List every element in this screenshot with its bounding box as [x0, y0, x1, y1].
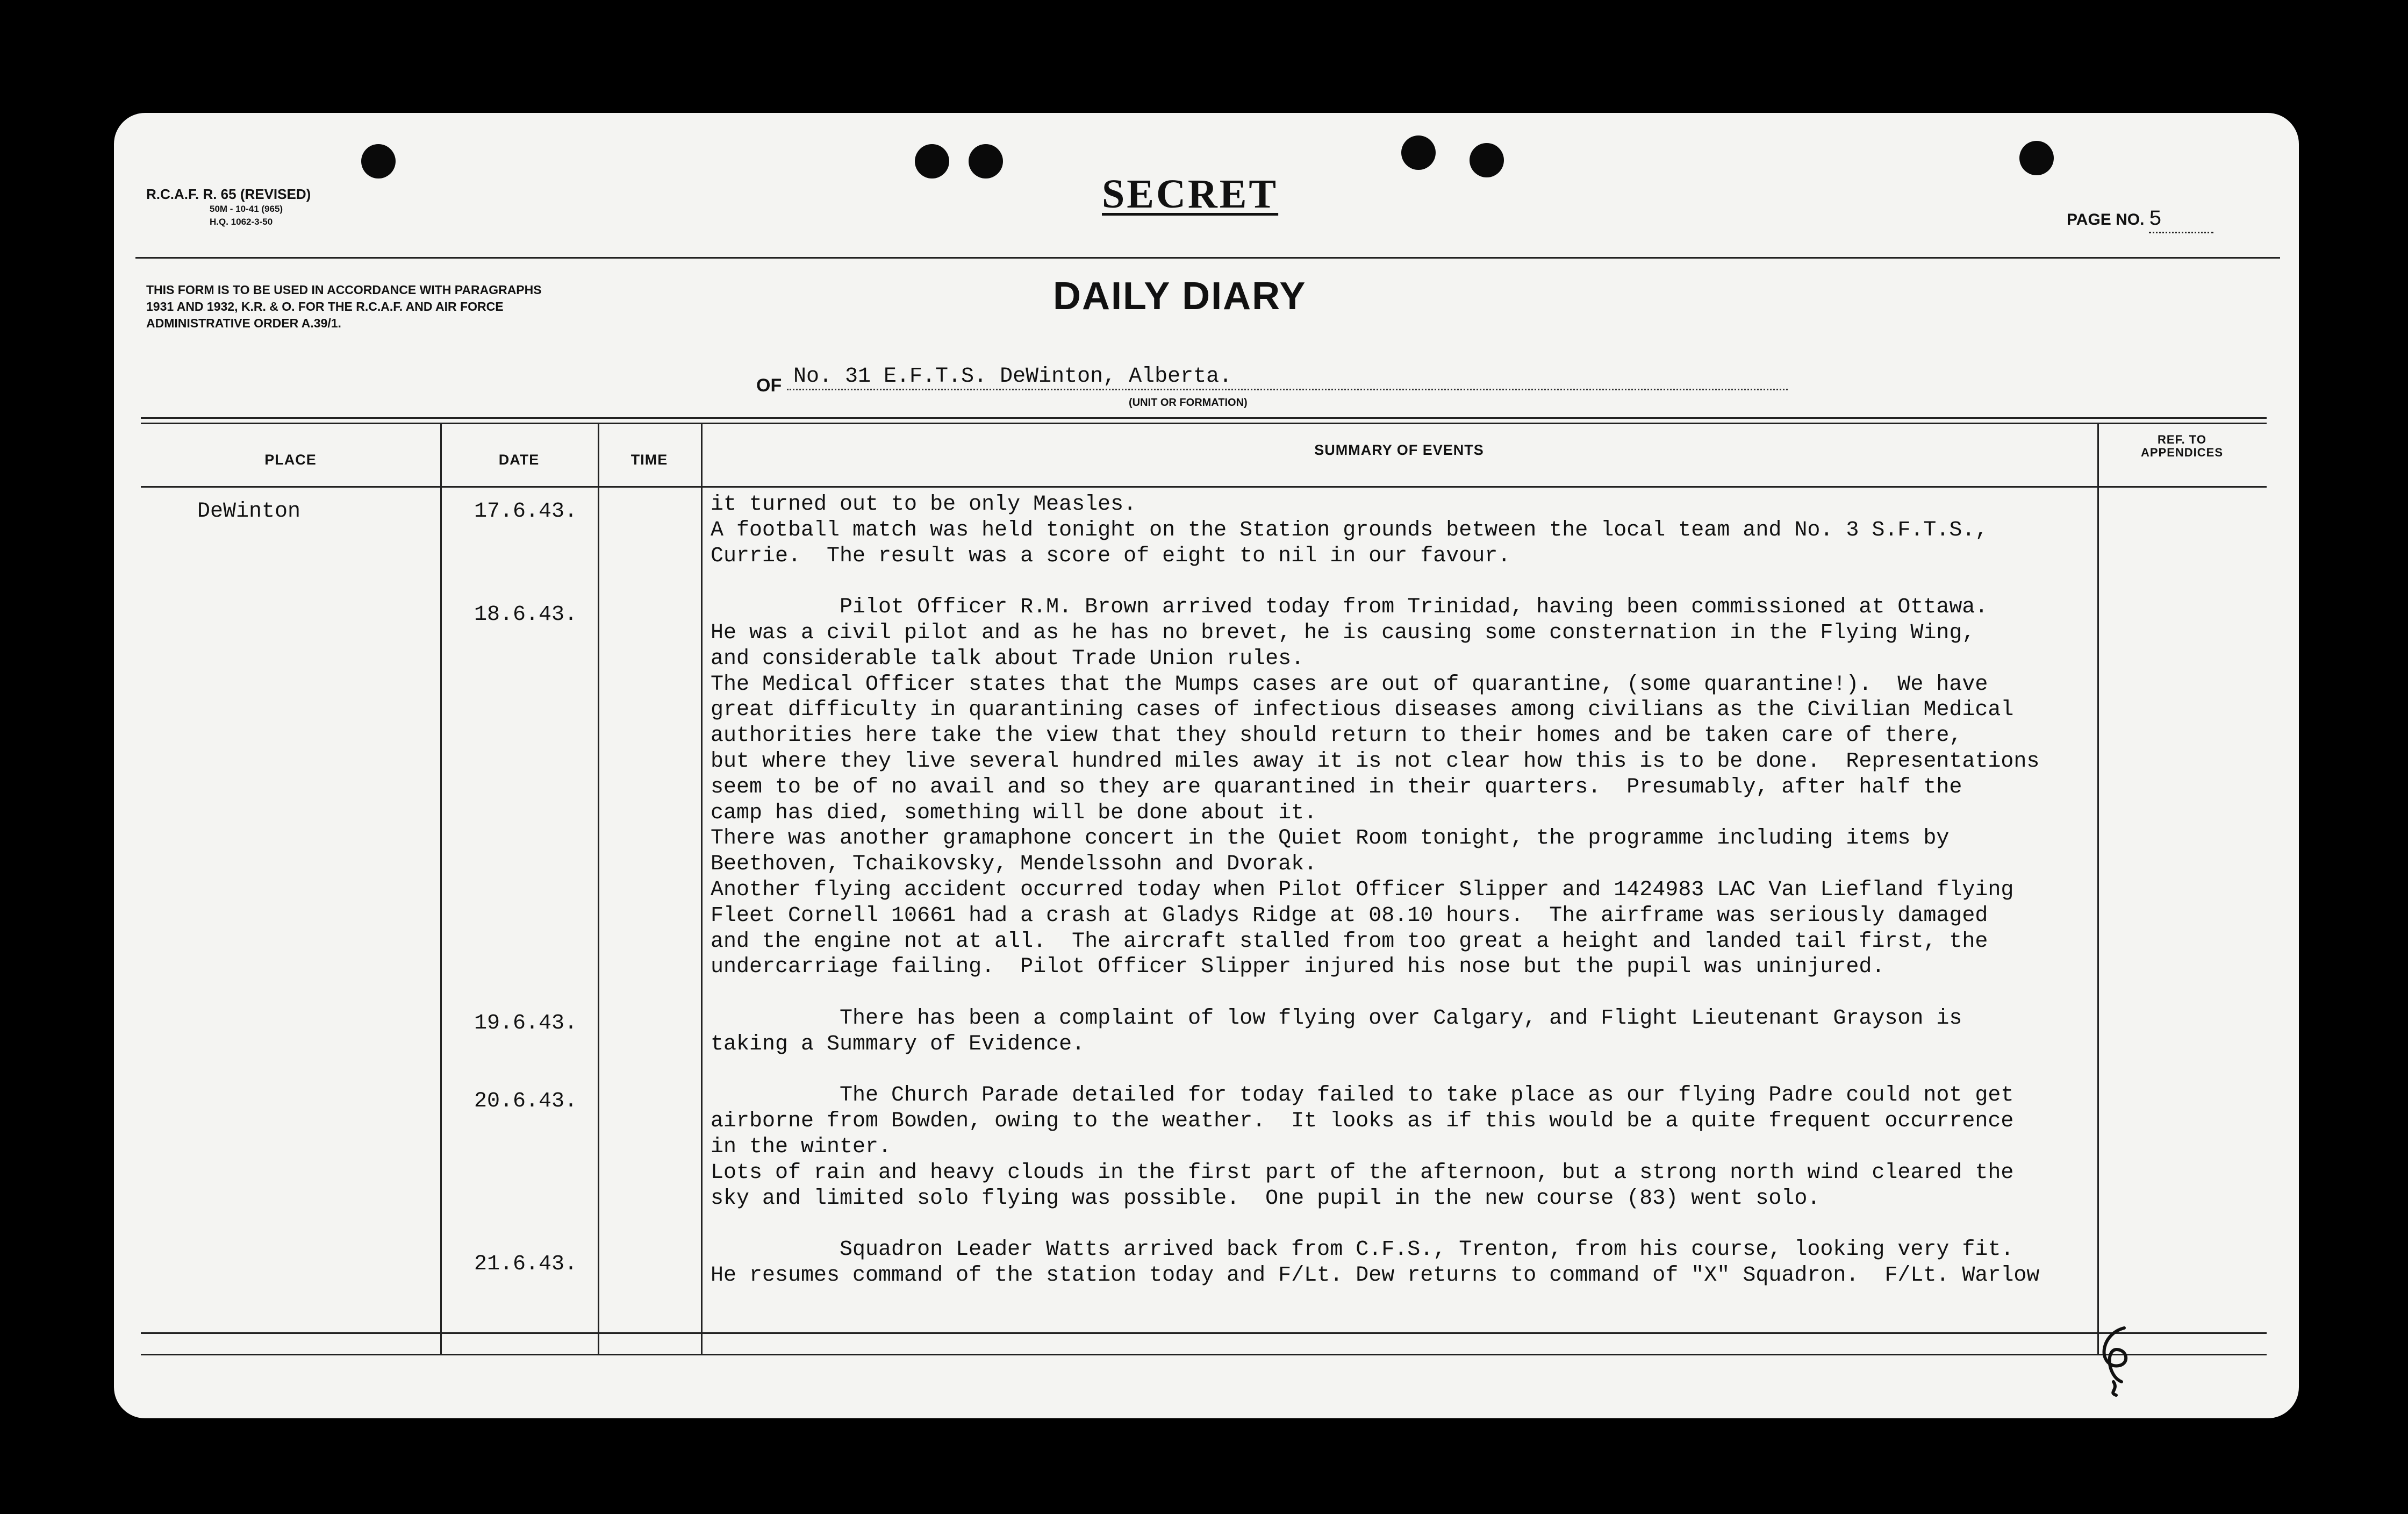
summary-line: Beethoven, Tchaikovsky, Mendelssohn and Dvorak. — [711, 852, 1317, 877]
summary-line — [711, 569, 2039, 595]
table-bottom-rule — [141, 1332, 2267, 1334]
column-divider — [701, 423, 703, 1354]
summary-line — [711, 1211, 2039, 1237]
appendices-header-line2: APPENDICES — [2140, 446, 2224, 459]
date-entry: 19.6.43. — [474, 1011, 578, 1035]
unit-of-label: OF — [756, 375, 782, 396]
table-top-rule — [141, 423, 2267, 424]
column-divider — [440, 423, 442, 1354]
form-print-code: 50M - 10-41 (965) — [210, 204, 283, 214]
punch-hole — [1470, 143, 1504, 177]
summary-line: The Church Parade detailed for today failed to take place as our flying Padre could not get — [711, 1083, 2014, 1108]
table-head-rule — [141, 486, 2267, 488]
date-entry: 17.6.43. — [474, 499, 578, 524]
punch-hole — [1401, 135, 1436, 170]
date-entry: 20.6.43. — [474, 1089, 578, 1113]
table-top-rule — [141, 417, 2267, 419]
date-entry: 21.6.43. — [474, 1252, 578, 1276]
summary-line: undercarriage failing. Pilot Officer Slipper injured his nose but the pupil was uninjured. — [711, 955, 1885, 980]
unit-name: No. 31 E.F.T.S. DeWinton, Alberta. — [787, 365, 1788, 390]
page-number-value: 5 — [2149, 208, 2213, 233]
summary-line — [711, 1058, 2039, 1083]
form-reference — [146, 185, 311, 228]
unit-caption: (UNIT OR FORMATION) — [1129, 397, 1248, 409]
diary-sheet — [114, 113, 2299, 1418]
handwritten-initials — [2092, 1317, 2140, 1398]
punch-hole — [915, 144, 949, 178]
summary-line: He resumes command of the station today and F/Lt. Dew returns to command of "X" Squadron. F/Lt. Warlow — [711, 1263, 2040, 1288]
summary-line: great difficulty in quarantining cases of infectious diseases among civilians as the Civilian Medical — [711, 698, 2014, 723]
summary-line — [711, 980, 2039, 1006]
appendices-header-line1: REF. TO — [2158, 433, 2206, 446]
page-number — [2067, 208, 2213, 233]
summary-line: Fleet Cornell 10661 had a crash at Gladys Ridge at 08.10 hours. The airframe was seriously damaged — [711, 903, 1988, 928]
summary-line: airborne from Bowden, owing to the weather. It looks as if this would be a quite frequent occurrence — [711, 1109, 2014, 1134]
date-entry: 18.6.43. — [474, 603, 578, 627]
summary-line: camp has died, something will be done about it. — [711, 801, 1317, 825]
summary-line: and the engine not at all. The aircraft stalled from too great a height and landed tail first, the — [711, 929, 1988, 954]
punch-hole — [969, 144, 1003, 178]
classification-label: SECRET — [1102, 172, 1279, 217]
summary-line: He was a civil pilot and as he has no brevet, he is causing some consternation in the Flying Wing, — [711, 620, 1975, 645]
summary-line: Lots of rain and heavy clouds in the first part of the afternoon, but a strong north wind cleared the — [711, 1160, 2014, 1185]
summary-line: There was another gramaphone concert in the Quiet Room tonight, the programme including items by — [711, 826, 1950, 851]
form-hq-code: H.Q. 1062-3-50 — [210, 217, 273, 227]
summary-line: sky and limited solo flying was possible. One pupil in the new course (83) went solo. — [711, 1186, 1821, 1211]
column-header-place: PLACE — [264, 452, 317, 468]
form-instructions: THIS FORM IS TO BE USED IN ACCORDANCE WITH PARAGRAPHS 1931 AND 1932, K.R. & O. FOR THE R.C.A.F. AND AIR FORCE ADMINISTRATIVE ORDER A.39/1. — [146, 283, 542, 330]
summary-line: authorities here take the view that they should return to their homes and be taken care of there, — [711, 724, 1962, 748]
summary-line: in the winter. — [711, 1134, 892, 1159]
header-divider — [135, 257, 2280, 259]
place-entry: DeWinton — [197, 499, 301, 524]
page-title: DAILY DIARY — [1053, 275, 1307, 318]
summary-line: Currie. The result was a score of eight to nil in our favour. — [711, 544, 1511, 568]
column-header-date: DATE — [498, 452, 540, 468]
column-header-summary: SUMMARY OF EVENTS — [1314, 442, 1484, 458]
summary-line: it turned out to be only Measles. — [711, 492, 1137, 517]
page-number-label: PAGE NO. — [2067, 211, 2145, 228]
punch-hole — [2019, 141, 2054, 175]
summary-line: seem to be of no avail and so they are quarantined in their quarters. Presumably, after half the — [711, 775, 1962, 799]
column-header-time: TIME — [630, 452, 668, 468]
summary-line: The Medical Officer states that the Mumps cases are out of quarantine, (some quarantine!). We have — [711, 672, 1988, 697]
summary-line: A football match was held tonight on the Station grounds between the local team and No. 3 S.F.T.S., — [711, 518, 1988, 542]
summary-of-events — [711, 492, 2039, 1289]
summary-line: and considerable talk about Trade Union rules. — [711, 646, 1305, 671]
summary-line: taking a Summary of Evidence. — [711, 1032, 1085, 1056]
table-bottom-rule — [141, 1354, 2267, 1355]
punch-hole — [361, 144, 396, 178]
summary-line: Another flying accident occurred today when Pilot Officer Slipper and 1424983 LAC Van Liefland flying — [711, 877, 2014, 902]
summary-line: Pilot Officer R.M. Brown arrived today from Trinidad, having been commissioned at Ottawa. — [711, 595, 1988, 620]
summary-line: Squadron Leader Watts arrived back from C.F.S., Trenton, from his course, looking very fit. — [711, 1238, 2014, 1262]
column-header-appendices — [2097, 433, 2267, 459]
column-divider — [598, 423, 599, 1354]
summary-line: but where they live several hundred miles away it is not clear how this is to be done. Representations — [711, 749, 2040, 774]
column-divider — [2097, 423, 2099, 1354]
summary-line: There has been a complaint of low flying over Calgary, and Flight Lieutenant Grayson is — [711, 1006, 1962, 1031]
form-code: R.C.A.F. R. 65 (REVISED) — [146, 186, 311, 202]
